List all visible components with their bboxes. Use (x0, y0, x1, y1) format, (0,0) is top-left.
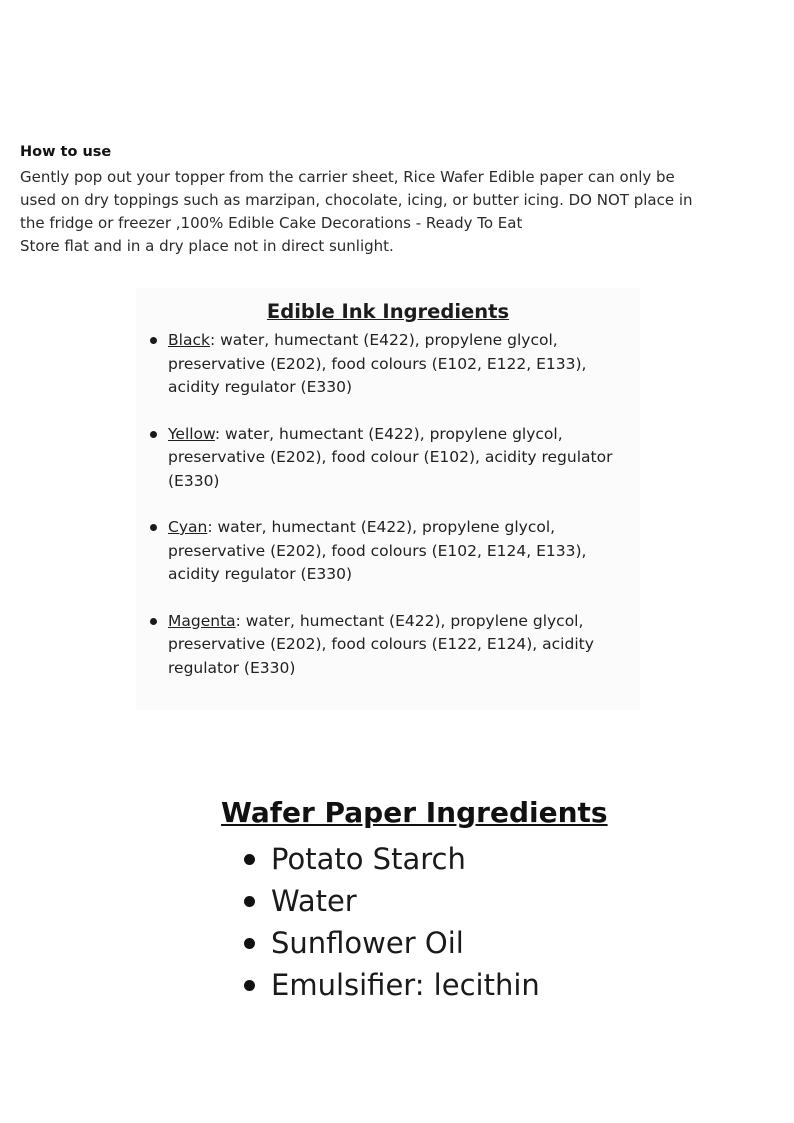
ink-text: : water, humectant (E422), propylene glycol, (214, 424, 563, 443)
wafer-item-label: Sunflower Oil (271, 926, 464, 960)
ink-color-name: Magenta (168, 611, 236, 630)
bullet-icon (244, 980, 255, 991)
ink-line: preservative (E202), food colours (E122, E124), acidity (168, 635, 594, 653)
wafer-item-label: Emulsifier: lecithin (271, 968, 540, 1002)
ink-line: preservative (E202), food colour (E102), acidity regulator (168, 448, 613, 466)
ink-line: preservative (E202), food colours (E102, E122, E133), (168, 354, 587, 373)
wafer-item (240, 838, 540, 880)
how-to-use-line: the fridge or freezer ,100% Edible Cake Decorations - Ready To Eat (20, 214, 523, 232)
ink-color-name: Yellow (168, 424, 215, 443)
wafer-item-label: Potato Starch (271, 842, 466, 876)
how-to-use-line: Store flat and in a dry place not in direct sunlight. (20, 237, 394, 255)
ink-line: acidity regulator (E330) (168, 565, 353, 583)
ink-line (168, 516, 638, 540)
ink-item-black (148, 329, 638, 400)
edible-ink-list (148, 329, 638, 703)
ink-line: (E330) (168, 471, 220, 490)
ink-item-cyan (148, 516, 638, 587)
how-to-use-line: Gently pop out your topper from the carrier sheet, Rice Wafer Edible paper can only be (20, 168, 675, 186)
ink-item-magenta (148, 610, 638, 681)
wafer-paper-list (240, 838, 540, 1006)
wafer-item-label: Water (271, 884, 357, 918)
bullet-icon (150, 618, 157, 625)
ink-line (168, 423, 638, 447)
bullet-icon (244, 854, 255, 865)
edible-ink-title: Edible Ink Ingredients (266, 300, 510, 323)
ink-item-yellow (148, 423, 638, 494)
edible-ink-panel (136, 288, 640, 710)
how-to-use-line: used on dry toppings such as marzipan, chocolate, icing, or butter icing. DO NOT place in (20, 191, 693, 209)
ink-text: : water, humectant (E422), propylene glycol, (209, 331, 558, 349)
ink-line: regulator (E330) (168, 658, 296, 677)
ink-text: : water, humectant (E422), propylene glycol, (207, 518, 556, 536)
wafer-item (240, 964, 540, 1006)
how-to-use-section (20, 144, 760, 258)
bullet-icon (244, 896, 255, 907)
wafer-paper-title: Wafer Paper Ingredients (221, 796, 608, 829)
ink-line (168, 610, 638, 634)
bullet-icon (150, 431, 157, 438)
wafer-item (240, 922, 540, 964)
ink-text: : water, humectant (E422), propylene glycol, (235, 611, 584, 630)
ink-line: acidity regulator (E330) (168, 378, 353, 396)
bullet-icon (150, 524, 157, 531)
bullet-icon (150, 337, 157, 344)
bullet-icon (244, 938, 255, 949)
how-to-use-title: How to use (20, 144, 112, 160)
wafer-item (240, 880, 540, 922)
ink-color-name: Cyan (168, 518, 208, 536)
ink-color-name: Black (168, 331, 210, 349)
ink-line (168, 329, 638, 353)
ink-line: preservative (E202), food colours (E102, E124, E133), (168, 541, 587, 560)
